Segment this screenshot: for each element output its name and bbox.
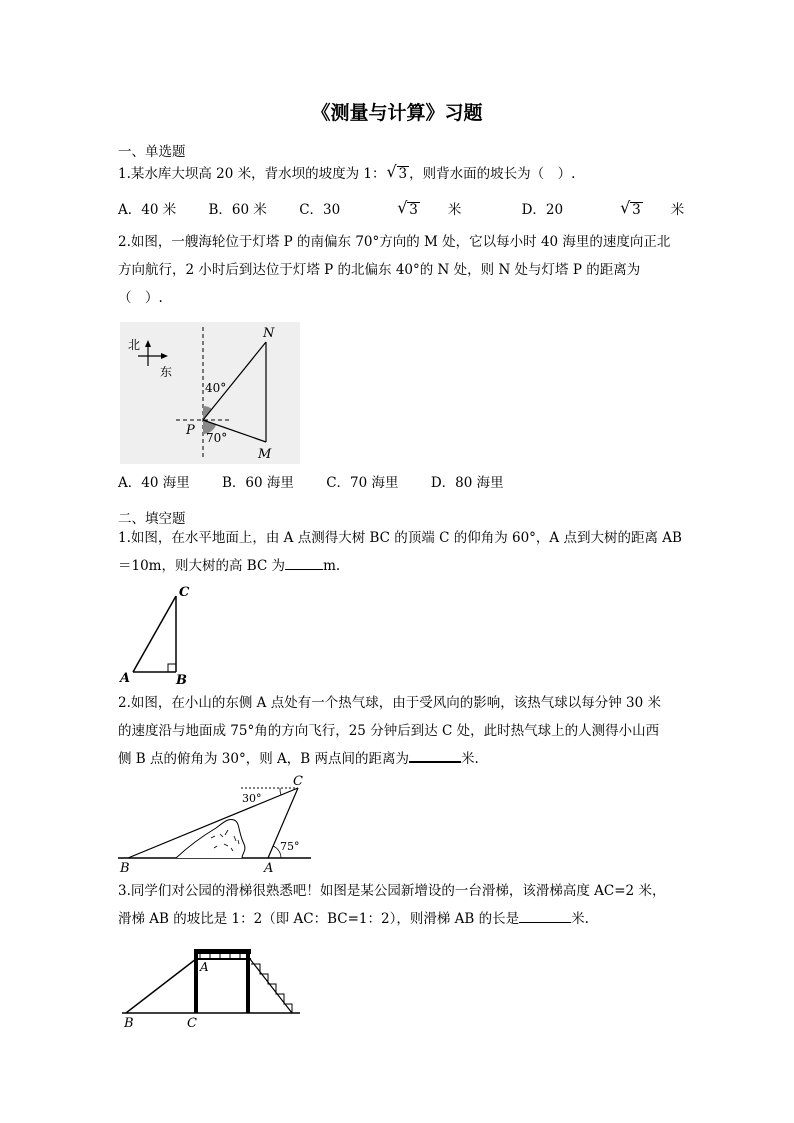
fill-3-line-1: 3.同学们对公园的滑梯很熟悉吧！如图是某公园新增设的一台滑梯，该滑梯高度 AC=2 米， [118, 883, 666, 899]
f1-line-2-after: m. [323, 558, 341, 574]
answer-blank[interactable] [285, 555, 323, 570]
q1-option-b: B．60 米 [208, 202, 267, 218]
answer-blank[interactable] [519, 908, 571, 923]
fill-2-line-1: 2.如图，在小山的东侧 A 点处有一个热气球，由于受风向的影响，该热气球以每分钟 30 米 [118, 695, 661, 711]
q1-option-c-unit: 米 [447, 202, 462, 218]
balloon-figure [116, 774, 316, 874]
f3-line-2-after: 米. [571, 911, 589, 927]
point-b-label: B [124, 1016, 134, 1031]
answer-blank[interactable] [409, 747, 461, 763]
f1-line-2-before: ＝10m，则大树的高 BC 为 [118, 558, 286, 574]
fill-1-line-1: 1.如图，在水平地面上，由 A 点测得大树 BC 的顶端 C 的仰角为 60°，A 点到大树的距离 AB [118, 530, 682, 546]
mountain [176, 819, 245, 858]
fill-3-line-2 [118, 905, 589, 933]
angle-40-label: 40° [205, 381, 227, 395]
slide-figure [120, 944, 304, 1032]
point-b-label: B [120, 861, 130, 874]
question-2-line-2: 方向航行，2 小时后到达位于灯塔 P 的北偏东 40°的 N 处，则 N 处与灯塔 P 的距离为 [118, 262, 641, 278]
point-a-label: A [120, 671, 131, 686]
angle-30-label: 30° [242, 792, 262, 805]
q1-option-c-label: C．30 [299, 202, 341, 218]
f3-line-2-before: 滑梯 AB 的坡比是 1：2（即 AC：BC=1：2），则滑梯 AB 的长是 [118, 911, 520, 927]
q1-option-a: A．40 米 [118, 202, 177, 218]
right-post [246, 949, 250, 1013]
question-2-options [118, 469, 532, 497]
f2-line-3-after: 米. [460, 751, 479, 767]
page-title: 《测量与计算》习题 [311, 102, 483, 124]
fill-2-line-3 [118, 745, 479, 773]
question-2-line-1: 2.如图，一艘海轮位于灯塔 P 的南偏东 70°方向的 M 处，它以每小时 40 海里的速度向正北 [118, 234, 671, 250]
q1-option-c [299, 196, 489, 224]
point-c-label: C [293, 774, 303, 789]
angle-mark-30 [280, 788, 281, 795]
angle-75-label: 75° [280, 840, 300, 853]
q1-option-c-sqrt: √ 3 [407, 202, 420, 217]
point-p-label: P [186, 423, 195, 438]
fill-2-line-2: 的速度沿与地面成 75°角的方向飞行，25 分钟后到达 C 处，此时热气球上的人测得小山西 [118, 723, 660, 739]
q2-option-b: B．60 海里 [222, 475, 294, 491]
f2-line-3-before: 侧 B 点的俯角为 30°，则 A，B 两点间的距离为 [118, 751, 409, 767]
line-ac [133, 596, 176, 672]
q1-option-d-label: D．20 [521, 202, 564, 218]
point-c-label: C [179, 585, 190, 600]
q1-text-after: ，则背水面的坡长为（ ）. [409, 166, 576, 182]
platform-top [194, 949, 251, 954]
point-c-label: C [187, 1016, 197, 1031]
left-post [194, 949, 198, 1013]
right-angle-mark [168, 664, 176, 672]
q2-option-c: C．70 海里 [326, 475, 399, 491]
q1-option-d-unit: 米 [670, 202, 685, 218]
q1-option-d-sqrt: √ 3 [630, 202, 643, 217]
question-1-options [118, 196, 740, 224]
point-b-label: B [176, 673, 187, 688]
question-2-line-3: （ ）. [118, 290, 163, 306]
point-n-label: N [263, 326, 275, 341]
q2-option-a: A．40 海里 [118, 475, 190, 491]
section-heading-single-choice: 一、单选题 [118, 144, 186, 160]
angle-70-label: 70° [206, 431, 228, 445]
lighthouse-figure [120, 322, 300, 464]
section-heading-fill-blank: 二、填空题 [118, 511, 186, 527]
q1-option-d [522, 196, 713, 224]
question-1 [118, 160, 575, 188]
stair-rail [250, 959, 292, 1013]
point-a-label: A [264, 861, 274, 874]
compass-north-label: 北 [128, 338, 141, 352]
q1-sqrt: √ 3 [397, 166, 410, 181]
slide-line-ab [126, 959, 196, 1013]
q1-text-before: 1.某水库大坝高 20 米，背水坝的坡度为 1： [118, 166, 386, 182]
point-m-label: M [258, 447, 272, 462]
fill-1-line-2 [118, 552, 340, 580]
point-a-label: A [200, 960, 209, 974]
tree-figure [118, 580, 198, 688]
compass-east-label: 东 [160, 365, 173, 379]
q2-option-d: D．80 海里 [430, 475, 504, 491]
